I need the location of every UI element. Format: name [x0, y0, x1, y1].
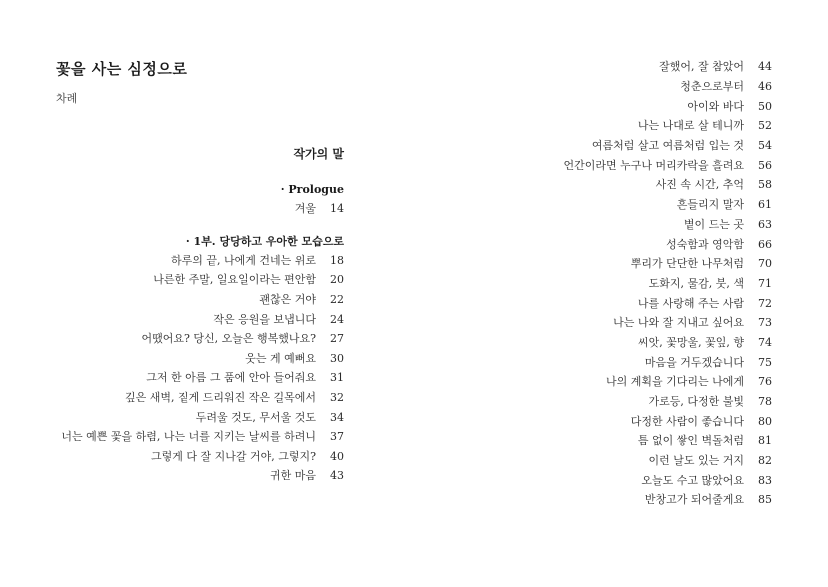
toc-entry-page: 82 [758, 454, 772, 468]
toc-entry-page: 72 [758, 296, 772, 310]
toc-entry-page: 71 [758, 276, 772, 290]
toc-entry [440, 234, 772, 254]
toc-entry-page: 43 [330, 469, 344, 483]
book-title: 꽃을 사는 심정으로 [56, 60, 188, 78]
toc-entry-title: 성숙함과 영악함 [666, 237, 744, 251]
toc-entry-title: 이런 날도 있는 거지 [648, 454, 744, 468]
toc-entry-page: 58 [758, 178, 772, 192]
toc-entry-title: 겨울 [294, 202, 316, 216]
toc-entry [56, 309, 344, 329]
left-entry-list [56, 251, 344, 486]
toc-entry [440, 96, 772, 116]
toc-entry-page: 76 [758, 375, 772, 389]
toc-entry-page: 66 [758, 237, 772, 251]
toc-entry [56, 388, 344, 408]
toc-entry-page: 85 [758, 493, 772, 507]
toc-right-column [440, 57, 772, 510]
toc-entry [56, 427, 344, 447]
toc-entry-page: 14 [330, 202, 344, 216]
toc-entry-page: 61 [758, 198, 772, 212]
toc-entry-page: 18 [330, 253, 344, 267]
toc-entry [440, 274, 772, 294]
toc-entry [440, 195, 772, 215]
toc-entry-page: 50 [758, 99, 772, 113]
toc-entry-page: 40 [330, 449, 344, 463]
toc-entry-page: 44 [758, 60, 772, 74]
toc-entry-title: 뿌리가 단단한 나무처럼 [630, 257, 744, 271]
toc-entry-title: 마음을 거두겠습니다 [644, 355, 744, 369]
toc-entry-page: 37 [330, 430, 344, 444]
toc-entry [56, 447, 344, 467]
toc-entry [440, 313, 772, 333]
toc-entry-title: 나는 나대로 살 테니까 [637, 119, 744, 133]
toc-entry [440, 352, 772, 372]
toc-entry-page: 32 [330, 391, 344, 405]
toc-entry [56, 329, 344, 349]
toc-entry-title: 도화지, 물감, 붓, 색 [648, 276, 744, 290]
toc-entry [440, 431, 772, 451]
toc-entry-title: 잘했어, 잘 참았어 [659, 60, 744, 74]
toc-entry-page: 78 [758, 395, 772, 409]
toc-entry-page: 74 [758, 335, 772, 349]
toc-entry-title: 귀한 마음 [269, 469, 316, 483]
toc-entry-title: 깊은 새벽, 짙게 드리워진 작은 길목에서 [125, 391, 316, 405]
toc-entry-page: 27 [330, 332, 344, 346]
toc-entry [56, 290, 344, 310]
toc-entry [440, 411, 772, 431]
toc-entry [440, 116, 772, 136]
toc-entry [440, 77, 772, 97]
toc-entry [56, 349, 344, 369]
toc-entry-page: 56 [758, 158, 772, 172]
toc-entry-page: 24 [330, 312, 344, 326]
toc-entry-page: 54 [758, 139, 772, 153]
toc-entry-title: 여름처럼 살고 여름처럼 입는 것 [591, 139, 744, 153]
toc-entry-page: 52 [758, 119, 772, 133]
toc-entry-title: 다정한 사람이 좋습니다 [630, 414, 744, 428]
toc-entry-page: 63 [758, 217, 772, 231]
toc-entry [440, 490, 772, 510]
toc-entry-title: 흔들리지 말자 [676, 198, 744, 212]
toc-entry-page: 46 [758, 80, 772, 94]
toc-entry [440, 372, 772, 392]
right-entry-list [440, 57, 772, 510]
toc-entry-title: 웃는 게 예뻐요 [245, 351, 316, 365]
toc-entry [440, 175, 772, 195]
toc-entry-page: 30 [330, 351, 344, 365]
toc-entry-title: 어땠어요? 당신, 오늘은 행복했나요? [141, 332, 316, 346]
toc-entry [440, 293, 772, 313]
toc-entry-title: 너는 예쁜 꽃을 하렴, 나는 너를 지키는 날씨를 하려니 [61, 430, 316, 444]
prologue-entry-list [56, 199, 344, 219]
toc-entry-page: 34 [330, 410, 344, 424]
toc-entry [440, 451, 772, 471]
toc-entry-title: 작은 응원을 보냅니다 [213, 312, 316, 326]
toc-label: 차례 [56, 92, 78, 105]
toc-entry [56, 270, 344, 290]
toc-entry-page: 80 [758, 414, 772, 428]
toc-entry-title: 나른한 주말, 일요일이라는 편안함 [153, 273, 316, 287]
toc-entry-title: 두려울 것도, 무서울 것도 [195, 410, 316, 424]
section-author-note [56, 142, 344, 164]
section-author-note-label: 작가의 말 [293, 146, 344, 161]
toc-entry-title: 언간이라면 누구나 머리카락을 흘려요 [563, 158, 744, 172]
toc-entry-title: 나를 사랑해 주는 사람 [637, 296, 744, 310]
toc-entry-page: 22 [330, 293, 344, 307]
section-part-1 [56, 231, 344, 251]
toc-entry [56, 368, 344, 388]
section-prologue [56, 179, 344, 199]
toc-entry-page: 31 [330, 371, 344, 385]
toc-entry-title: 나의 계획을 기다리는 나에게 [605, 375, 744, 389]
toc-entry-page: 75 [758, 355, 772, 369]
toc-entry [56, 199, 344, 219]
toc-entry-title: 나는 나와 잘 지내고 싶어요 [613, 316, 744, 330]
toc-entry [440, 470, 772, 490]
toc-entry-title: 아이와 바다 [687, 99, 744, 113]
toc-entry [56, 407, 344, 427]
toc-entry-title: 오늘도 수고 많았어요 [641, 473, 744, 487]
toc-entry-title: 가로등, 다정한 불빛 [648, 395, 744, 409]
toc-entry-title: 씨앗, 꽃망울, 꽃잎, 향 [638, 335, 744, 349]
toc-entry-title: 그렇게 다 잘 지나갈 거야, 그렇지? [150, 449, 316, 463]
toc-entry [440, 57, 772, 77]
toc-entry-page: 20 [330, 273, 344, 287]
toc-entry-page: 81 [758, 434, 772, 448]
toc-entry-title: 사진 속 시간, 추억 [655, 178, 744, 192]
toc-entry [56, 251, 344, 271]
toc-entry [440, 333, 772, 353]
toc-entry [56, 466, 344, 486]
toc-entry-page: 83 [758, 473, 772, 487]
toc-left-column [56, 142, 344, 486]
toc-entry-page: 73 [758, 316, 772, 330]
section-prologue-label: · Prologue [280, 182, 344, 196]
section-part-1-label: · 1부. 당당하고 우아한 모습으로 [185, 234, 344, 248]
toc-entry [440, 392, 772, 412]
toc-entry-page: 70 [758, 257, 772, 271]
toc-entry-title: 괜찮은 거야 [259, 293, 316, 307]
toc-entry [440, 155, 772, 175]
toc-entry-title: 볕이 드는 곳 [683, 217, 744, 231]
toc-entry [440, 136, 772, 156]
toc-entry-title: 청춘으로부터 [680, 80, 744, 94]
toc-entry [440, 215, 772, 235]
toc-entry-title: 하루의 끝, 나에게 건네는 위로 [171, 253, 316, 267]
toc-entry-title: 반창고가 되어줄게요 [644, 493, 744, 507]
toc-entry-title: 틈 없이 쌓인 벽돌처럼 [637, 434, 744, 448]
toc-entry-title: 그저 한 아름 그 품에 안아 들어줘요 [146, 371, 316, 385]
toc-entry [440, 254, 772, 274]
